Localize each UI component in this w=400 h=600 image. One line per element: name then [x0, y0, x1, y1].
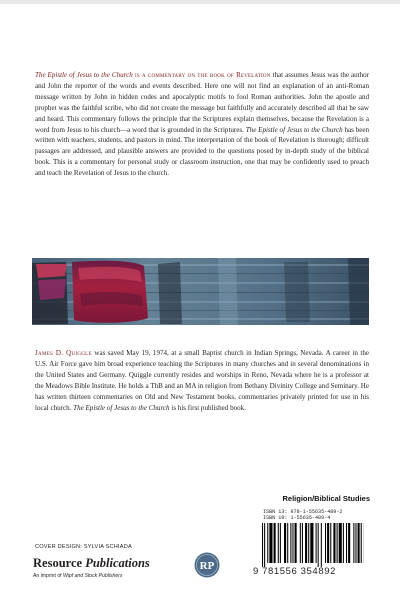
barcode-bar [308, 523, 309, 563]
barcode-bar [343, 523, 344, 563]
barcode-bar [274, 523, 276, 563]
barcode-bar [262, 523, 263, 567]
description-title: The Epistle of Jesus to the Church [35, 71, 133, 79]
barcode-bar [302, 523, 303, 563]
barcode-bar [305, 523, 307, 563]
publisher-name [33, 556, 150, 571]
barcode-bar [333, 523, 335, 563]
barcode-bar [267, 523, 268, 563]
barcode-bar [290, 523, 291, 563]
imprint-name: Wipf and Stock Publishers [63, 573, 123, 579]
publisher-logo-icon [194, 552, 220, 578]
barcode-bar [284, 523, 286, 563]
publisher-logo-text: RP [199, 560, 215, 572]
barcode-bar [355, 523, 356, 563]
barcode-bar [278, 523, 279, 563]
bio-text: was saved May 19, 1974, at a small Baptist church in Indian Springs, Nevada. A career in the U.S. Air Force gave him broad experience teaching the Scriptures in many churches and in several denominations in the United States and Germany. Quiggle currently resides and worships in Reno, Nevada where he is a professor at the Meadows Bible Institute. He holds a ThB and an MA in religion from Bethany Divinity College and Seminary. He has written thirteen commentaries on Old and New Testament books, commentaries privately printed for use in his local church. [35, 349, 369, 412]
top-strip [0, 0, 400, 4]
description-text: that assumes Jesus was the author and John the reporter of the words and events described. Here one will not find an explanation of an anti-Roman message written by John in hidden codes and apocalyptic motifs to fool Roman authorities. John the apostle and prophet was the faithful scribe, who did not create the message but faithfully and accurately described all that he saw and heard. This commentary follows the principle that the Scriptures explain themselves, because the Revelation is a word from Jesus to his church—a word that is grounded in the Scriptures. [35, 71, 369, 134]
barcode-area [252, 509, 370, 580]
barcode-bar [280, 523, 281, 563]
isbn-10: ISBN 10: 1-55635-489-4 [263, 515, 331, 522]
barcode-bar [287, 523, 288, 563]
description-lead: is a commentary on the book of Revelation [132, 71, 271, 79]
barcode-bar [292, 523, 293, 563]
barcode-bar [346, 523, 347, 563]
barcode-bar [318, 523, 319, 567]
barcode-bar [325, 523, 326, 563]
category-label: Religion/Biblical Studies [282, 494, 370, 503]
barcode-bar [321, 523, 322, 567]
barcode-bar [269, 523, 272, 563]
barcode-bar [361, 523, 362, 563]
barcode-bar [310, 523, 313, 563]
barcode-bar [358, 523, 360, 563]
publisher-name-a: Resource [33, 556, 86, 570]
bio-book-title: The Epistle of Jesus to the Church [73, 403, 170, 412]
barcode-bar [348, 523, 350, 563]
publisher-imprint [33, 573, 122, 579]
barcode-bar [327, 523, 329, 563]
imprint-prefix: An imprint of [33, 573, 64, 579]
author-bio [35, 348, 369, 413]
artwork-image [32, 258, 369, 325]
barcode-digits: 9 781556 354892 [253, 566, 336, 577]
barcode-bar [330, 523, 331, 563]
barcode [262, 523, 364, 567]
barcode-bar [339, 523, 342, 563]
cover-artwork [32, 258, 369, 325]
cover-design-credit: COVER DESIGN: SYLVIA SCHIADA [35, 544, 132, 550]
description-text-2: has been written with teachers, students, and pastors in mind. The interpretation of the book of Revelation is thorough; difficult passages are addressed, and plausible answers are provided to the questions posed by in-depth study of the biblical book. This is a commentary for personal study or classroom instruction, one that may be confidently used to preach and teach the Revelation of Jesus to the church. [35, 125, 369, 178]
publisher-block [33, 556, 223, 588]
barcode-bar [337, 523, 338, 563]
author-name: James D. Quiggle [35, 349, 92, 357]
barcode-bar [300, 523, 301, 563]
publisher-name-b: Publications [85, 556, 150, 570]
barcode-bar [264, 523, 265, 567]
book-description [35, 70, 369, 179]
isbn-13: ISBN 13: 978-1-55635-489-2 [263, 509, 343, 515]
barcode-bar [295, 523, 297, 563]
bio-text-2: is his first published book. [169, 403, 246, 412]
description-title-inline: The Epistle of Jesus to the Church [245, 125, 343, 134]
barcode-bar [316, 523, 317, 563]
barcode-bar [353, 523, 354, 563]
